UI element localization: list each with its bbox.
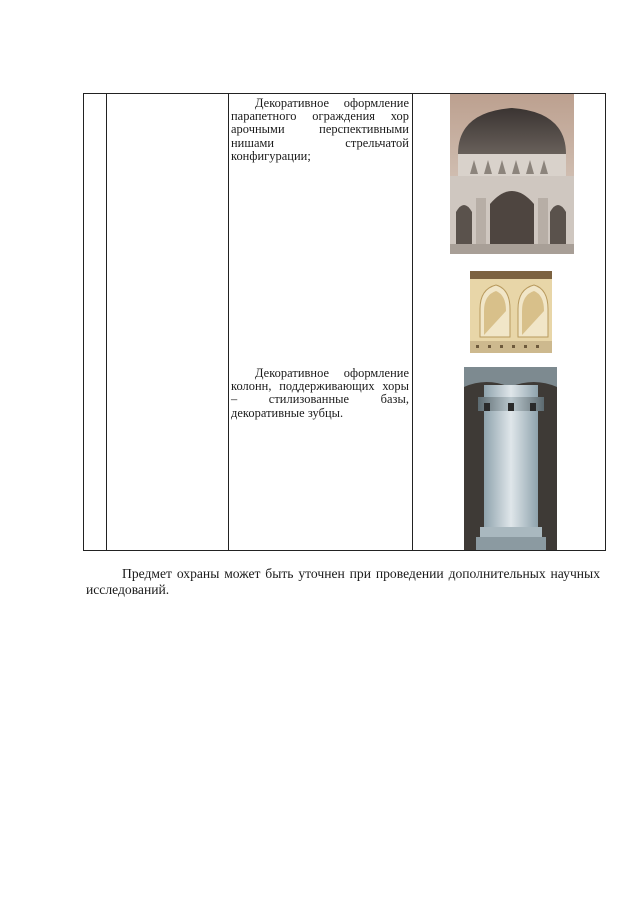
pointed-niches-photo — [470, 271, 552, 353]
table-column-divider — [228, 94, 229, 550]
column-photo — [464, 367, 557, 550]
arched-hall-photo — [450, 94, 574, 254]
table-column-divider — [106, 94, 107, 550]
footer-paragraph: Предмет охраны может быть уточнен при проведении дополнительных научных исследований. — [86, 566, 600, 597]
protection-table — [83, 93, 606, 551]
table-column-divider — [412, 94, 413, 550]
column-decoration-description: Декоративное оформление колонн, поддерживающих хоры – стилизованные базы, декоративные зубцы. — [231, 366, 409, 420]
parapet-decoration-description: Декоративное оформление парапетного ограждения хор арочными перспективными нишами стрельчатой конфигурации; — [231, 96, 409, 163]
